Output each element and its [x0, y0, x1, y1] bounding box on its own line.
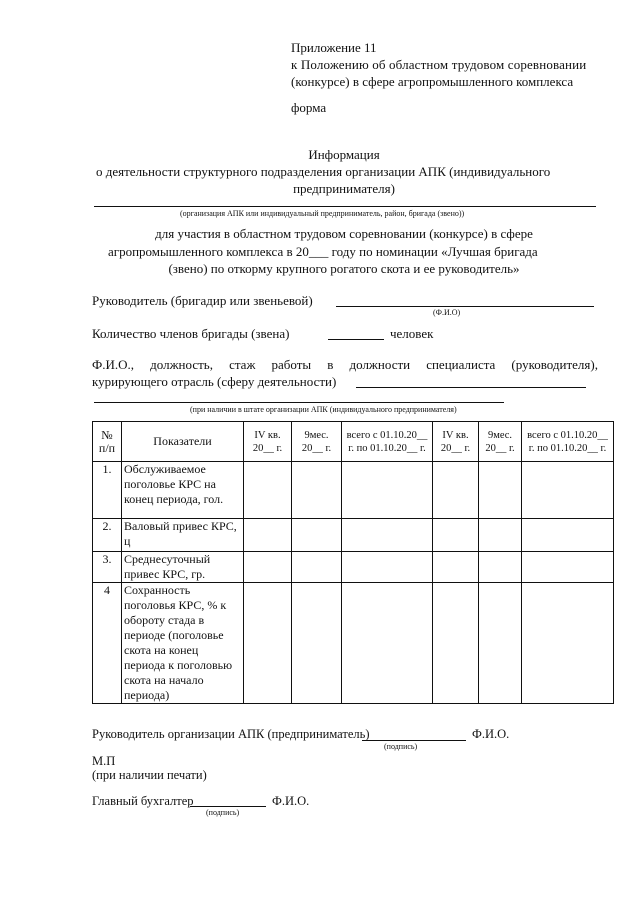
value-cell[interactable]	[479, 552, 522, 583]
value-cell[interactable]	[479, 583, 522, 704]
value-cell[interactable]	[244, 552, 292, 583]
value-cell[interactable]	[433, 519, 479, 552]
table-header-row	[93, 422, 614, 462]
row-label: Среднесуточный привес КРС, гр.	[122, 552, 244, 583]
indicators-table	[92, 421, 614, 704]
curator-word: должность,	[150, 357, 213, 372]
title-line-1: о деятельности структурного подразделения организации АПК (индивидуального	[96, 164, 551, 179]
head-signature-caption: (подпись)	[384, 742, 418, 751]
members-label: Количество членов бригады (звена)	[92, 326, 290, 341]
value-cell[interactable]	[433, 552, 479, 583]
participation-line-2: агропромышленного комплекса в 20___ году по номинации «Лучшая бригада	[108, 244, 538, 259]
curator-field-2[interactable]	[94, 402, 504, 403]
title-line-2: предпринимателя)	[293, 181, 395, 196]
curator-word: специалиста	[426, 357, 496, 372]
curator-field[interactable]	[356, 387, 586, 388]
stamp-note: (при наличии печати)	[92, 768, 207, 782]
value-cell[interactable]	[342, 552, 433, 583]
value-cell[interactable]	[433, 583, 479, 704]
value-cell[interactable]	[522, 519, 614, 552]
value-cell[interactable]	[292, 552, 342, 583]
curator-line-1	[92, 357, 598, 373]
curator-word: Ф.И.О.,	[92, 357, 135, 372]
stamp-label: М.П	[92, 754, 116, 768]
header-total-b: всего с 01.10.20__ г. по 01.10.20__ г.	[522, 422, 614, 462]
value-cell[interactable]	[479, 462, 522, 519]
head-signature-label: Руководитель организации АПК (предприниматель)	[92, 727, 370, 741]
participation-line-1: для участия в областном трудовом соревновании (конкурсе) в сфере	[155, 226, 533, 241]
leader-label: Руководитель (бригадир или звеньевой)	[92, 293, 313, 308]
org-line[interactable]	[94, 206, 596, 207]
curator-word: (руководителя),	[511, 357, 598, 372]
appendix-line-1-text: к Положению об областном трудовом соревновании	[291, 57, 587, 72]
value-cell[interactable]	[342, 583, 433, 704]
document-heading: Информация	[308, 147, 380, 162]
curator-word: стаж	[229, 357, 256, 372]
value-cell[interactable]	[522, 462, 614, 519]
value-cell[interactable]	[522, 552, 614, 583]
curator-caption: (при наличии в штате организации АПК (индивидуального предпринимателя)	[190, 405, 457, 414]
row-number: 4	[93, 583, 122, 704]
curator-line-2: курирующего отрасль (сферу деятельности)	[92, 374, 337, 389]
value-cell[interactable]	[244, 462, 292, 519]
row-label: Валовый привес КРС, ц	[122, 519, 244, 552]
row-label: Сохранность поголовья КРС, % к обороту стада в периоде (поголовье скота на конец периода к поголовью скота на начало периода)	[122, 583, 244, 704]
leader-name-field[interactable]	[336, 306, 594, 307]
value-cell[interactable]	[292, 519, 342, 552]
row-number: 2.	[93, 519, 122, 552]
header-q4-a: IV кв. 20__ г.	[244, 422, 292, 462]
leader-caption: (Ф.И.О)	[433, 308, 461, 317]
value-cell[interactable]	[292, 462, 342, 519]
header-q4-b: IV кв. 20__ г.	[433, 422, 479, 462]
value-cell[interactable]	[292, 583, 342, 704]
participation-line-3: (звено) по откорму крупного рогатого скота и ее руководитель»	[168, 261, 520, 276]
accountant-signature-caption: (подпись)	[206, 808, 240, 817]
header-num: № п/п	[93, 422, 122, 462]
head-signature-field[interactable]	[362, 740, 466, 741]
value-cell[interactable]	[433, 462, 479, 519]
table-row	[93, 519, 614, 552]
form-label: форма	[291, 100, 327, 115]
accountant-label: Главный бухгалтер	[92, 794, 194, 808]
members-unit: человек	[390, 326, 434, 341]
header-9m-a: 9мес. 20__ г.	[292, 422, 342, 462]
accountant-signature-field[interactable]	[190, 806, 266, 807]
appendix-line-1	[291, 57, 597, 73]
row-label: Обслуживаемое поголовье КРС на конец периода, гол.	[122, 462, 244, 519]
members-count-field[interactable]	[328, 339, 384, 340]
value-cell[interactable]	[244, 519, 292, 552]
row-number: 3.	[93, 552, 122, 583]
head-fio: Ф.И.О.	[472, 727, 510, 741]
row-number: 1.	[93, 462, 122, 519]
appendix-line-2: (конкурсе) в сфере агропромышленного комплекса	[291, 74, 574, 89]
header-9m-b: 9мес. 20__ г.	[479, 422, 522, 462]
org-caption: (организация АПК или индивидуальный предприниматель, район, бригада (звено))	[180, 209, 465, 218]
value-cell[interactable]	[342, 519, 433, 552]
header-indicator: Показатели	[122, 422, 244, 462]
value-cell[interactable]	[522, 583, 614, 704]
curator-word: в	[327, 357, 334, 372]
header-total-a: всего с 01.10.20__ г. по 01.10.20__ г.	[342, 422, 433, 462]
table-row	[93, 583, 614, 704]
curator-word: работы	[271, 357, 312, 372]
value-cell[interactable]	[342, 462, 433, 519]
curator-word: должности	[349, 357, 411, 372]
accountant-fio: Ф.И.О.	[272, 794, 310, 808]
value-cell[interactable]	[479, 519, 522, 552]
table-row	[93, 552, 614, 583]
value-cell[interactable]	[244, 583, 292, 704]
table-row	[93, 462, 614, 519]
appendix-number: Приложение 11	[291, 40, 377, 55]
